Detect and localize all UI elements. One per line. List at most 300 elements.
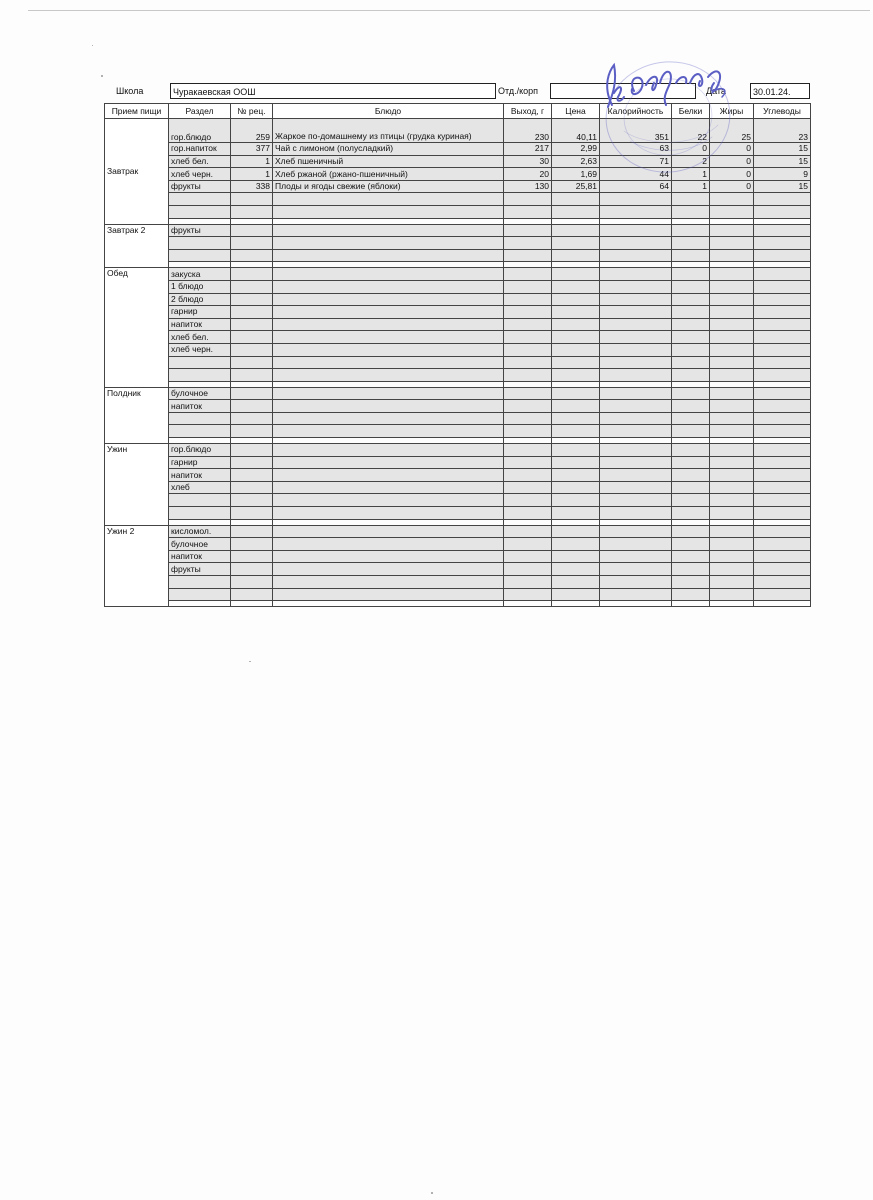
weight-cell bbox=[504, 469, 552, 482]
calories-cell bbox=[600, 356, 672, 369]
weight-cell bbox=[504, 525, 552, 538]
carbs-cell bbox=[754, 205, 811, 218]
table-row bbox=[105, 550, 811, 563]
section-cell: булочное bbox=[169, 387, 231, 400]
weight-cell bbox=[504, 193, 552, 206]
dish-cell bbox=[273, 193, 504, 206]
protein-cell bbox=[672, 494, 710, 507]
dish-cell bbox=[273, 343, 504, 356]
protein-cell bbox=[672, 356, 710, 369]
spacer-cell bbox=[672, 601, 710, 607]
weight-cell bbox=[504, 412, 552, 425]
table-row bbox=[105, 306, 811, 319]
carbs-cell bbox=[754, 387, 811, 400]
carbs-cell bbox=[754, 249, 811, 262]
section-cell: гарнир bbox=[169, 456, 231, 469]
fat-cell bbox=[710, 425, 754, 438]
column-header: № рец. bbox=[231, 104, 273, 119]
carbs-cell bbox=[754, 318, 811, 331]
table-row bbox=[105, 507, 811, 520]
dish-cell bbox=[273, 412, 504, 425]
calories-cell bbox=[600, 563, 672, 576]
protein-cell bbox=[672, 237, 710, 250]
section-cell: напиток bbox=[169, 400, 231, 413]
price-cell bbox=[552, 318, 600, 331]
date-label: Дата bbox=[706, 86, 726, 96]
carbs-cell bbox=[754, 400, 811, 413]
fat-cell bbox=[710, 576, 754, 589]
menu-body bbox=[105, 119, 811, 607]
dish-cell bbox=[273, 494, 504, 507]
column-header: Блюдо bbox=[273, 104, 504, 119]
price-cell bbox=[552, 293, 600, 306]
table-row bbox=[105, 400, 811, 413]
weight-cell bbox=[504, 224, 552, 237]
fat-cell bbox=[710, 481, 754, 494]
table-row bbox=[105, 119, 811, 143]
protein-cell bbox=[672, 193, 710, 206]
protein-cell bbox=[672, 306, 710, 319]
dish-cell bbox=[273, 318, 504, 331]
recipe-number-cell: 338 bbox=[231, 180, 273, 193]
calories-cell: 44 bbox=[600, 168, 672, 181]
carbs-cell bbox=[754, 550, 811, 563]
carbs-cell bbox=[754, 356, 811, 369]
weight-cell bbox=[504, 456, 552, 469]
section-cell bbox=[169, 193, 231, 206]
fat-cell: 0 bbox=[710, 143, 754, 156]
table-row bbox=[105, 331, 811, 344]
table-row bbox=[105, 576, 811, 589]
recipe-number-cell bbox=[231, 369, 273, 382]
price-cell bbox=[552, 400, 600, 413]
section-cell bbox=[169, 588, 231, 601]
dept-field bbox=[550, 83, 696, 99]
price-cell bbox=[552, 588, 600, 601]
carbs-cell: 15 bbox=[754, 155, 811, 168]
recipe-number-cell bbox=[231, 249, 273, 262]
recipe-number-cell bbox=[231, 400, 273, 413]
weight-cell: 30 bbox=[504, 155, 552, 168]
recipe-number-cell bbox=[231, 293, 273, 306]
fat-cell bbox=[710, 494, 754, 507]
dish-cell: Чай с лимоном (полусладкий) bbox=[273, 143, 504, 156]
section-cell: напиток bbox=[169, 318, 231, 331]
weight-cell bbox=[504, 494, 552, 507]
calories-cell bbox=[600, 456, 672, 469]
protein-cell bbox=[672, 444, 710, 457]
recipe-number-cell bbox=[231, 318, 273, 331]
menu-table bbox=[104, 103, 811, 607]
section-cell: напиток bbox=[169, 550, 231, 563]
fat-cell bbox=[710, 205, 754, 218]
weight-cell bbox=[504, 481, 552, 494]
recipe-number-cell bbox=[231, 456, 273, 469]
section-cell: 1 блюдо bbox=[169, 280, 231, 293]
fat-cell bbox=[710, 306, 754, 319]
recipe-number-cell: 1 bbox=[231, 168, 273, 181]
protein-cell bbox=[672, 525, 710, 538]
weight-cell bbox=[504, 425, 552, 438]
recipe-number-cell bbox=[231, 444, 273, 457]
fat-cell bbox=[710, 280, 754, 293]
protein-cell bbox=[672, 224, 710, 237]
carbs-cell bbox=[754, 588, 811, 601]
section-cell: хлеб черн. bbox=[169, 168, 231, 181]
table-row bbox=[105, 280, 811, 293]
carbs-cell bbox=[754, 412, 811, 425]
protein-cell bbox=[672, 318, 710, 331]
recipe-number-cell bbox=[231, 550, 273, 563]
price-cell bbox=[552, 563, 600, 576]
price-cell bbox=[552, 412, 600, 425]
calories-cell bbox=[600, 193, 672, 206]
dish-cell bbox=[273, 507, 504, 520]
recipe-number-cell: 1 bbox=[231, 155, 273, 168]
price-cell bbox=[552, 224, 600, 237]
recipe-number-cell: 377 bbox=[231, 143, 273, 156]
carbs-cell bbox=[754, 507, 811, 520]
protein-cell bbox=[672, 588, 710, 601]
calories-cell bbox=[600, 400, 672, 413]
protein-cell: 1 bbox=[672, 168, 710, 181]
column-header: Калорийность bbox=[600, 104, 672, 119]
price-cell: 1,69 bbox=[552, 168, 600, 181]
calories-cell bbox=[600, 576, 672, 589]
group-spacer-row bbox=[105, 601, 811, 607]
calories-cell: 64 bbox=[600, 180, 672, 193]
section-cell: хлеб бел. bbox=[169, 155, 231, 168]
section-cell: кисломол. bbox=[169, 525, 231, 538]
carbs-cell bbox=[754, 576, 811, 589]
recipe-number-cell bbox=[231, 224, 273, 237]
weight-cell: 217 bbox=[504, 143, 552, 156]
meal-name-cell: Ужин bbox=[105, 444, 169, 526]
carbs-cell bbox=[754, 525, 811, 538]
calories-cell bbox=[600, 331, 672, 344]
protein-cell bbox=[672, 425, 710, 438]
recipe-number-cell bbox=[231, 268, 273, 281]
table-row bbox=[105, 205, 811, 218]
carbs-cell bbox=[754, 456, 811, 469]
dept-label: Отд./корп bbox=[498, 86, 538, 96]
column-header: Выход, г bbox=[504, 104, 552, 119]
weight-cell bbox=[504, 306, 552, 319]
dish-cell bbox=[273, 249, 504, 262]
weight-cell bbox=[504, 588, 552, 601]
carbs-cell bbox=[754, 293, 811, 306]
scan-speck bbox=[101, 75, 103, 77]
section-cell: гор.напиток bbox=[169, 143, 231, 156]
dish-cell bbox=[273, 444, 504, 457]
fat-cell bbox=[710, 356, 754, 369]
column-header: Цена bbox=[552, 104, 600, 119]
recipe-number-cell bbox=[231, 576, 273, 589]
recipe-number-cell bbox=[231, 387, 273, 400]
price-cell bbox=[552, 343, 600, 356]
calories-cell bbox=[600, 293, 672, 306]
protein-cell bbox=[672, 412, 710, 425]
spacer-cell bbox=[600, 601, 672, 607]
carbs-cell bbox=[754, 193, 811, 206]
carbs-cell bbox=[754, 224, 811, 237]
recipe-number-cell bbox=[231, 538, 273, 551]
calories-cell bbox=[600, 469, 672, 482]
school-name-field: Чуракаевская ООШ bbox=[170, 83, 496, 99]
dish-cell bbox=[273, 306, 504, 319]
weight-cell bbox=[504, 343, 552, 356]
section-cell: закуска bbox=[169, 268, 231, 281]
calories-cell bbox=[600, 249, 672, 262]
protein-cell bbox=[672, 576, 710, 589]
price-cell bbox=[552, 306, 600, 319]
recipe-number-cell bbox=[231, 356, 273, 369]
table-row bbox=[105, 249, 811, 262]
table-row bbox=[105, 412, 811, 425]
dish-cell bbox=[273, 481, 504, 494]
fat-cell bbox=[710, 456, 754, 469]
meal-name-cell: Обед bbox=[105, 268, 169, 387]
carbs-cell bbox=[754, 343, 811, 356]
dish-cell: Хлеб пшеничный bbox=[273, 155, 504, 168]
dish-cell bbox=[273, 387, 504, 400]
carbs-cell: 15 bbox=[754, 143, 811, 156]
column-header: Раздел bbox=[169, 104, 231, 119]
weight-cell bbox=[504, 576, 552, 589]
calories-cell bbox=[600, 224, 672, 237]
recipe-number-cell bbox=[231, 193, 273, 206]
dish-cell bbox=[273, 588, 504, 601]
price-cell bbox=[552, 387, 600, 400]
section-cell: гор.блюдо bbox=[169, 119, 231, 143]
dish-cell bbox=[273, 331, 504, 344]
table-row bbox=[105, 268, 811, 281]
protein-cell bbox=[672, 369, 710, 382]
fat-cell bbox=[710, 469, 754, 482]
dish-cell bbox=[273, 224, 504, 237]
table-row bbox=[105, 538, 811, 551]
price-cell bbox=[552, 193, 600, 206]
spacer-cell bbox=[231, 601, 273, 607]
page-top-rule bbox=[28, 10, 870, 11]
price-cell bbox=[552, 268, 600, 281]
section-cell: фрукты bbox=[169, 180, 231, 193]
recipe-number-cell bbox=[231, 481, 273, 494]
weight-cell bbox=[504, 444, 552, 457]
protein-cell: 0 bbox=[672, 143, 710, 156]
calories-cell bbox=[600, 369, 672, 382]
calories-cell bbox=[600, 387, 672, 400]
table-row bbox=[105, 481, 811, 494]
fat-cell bbox=[710, 507, 754, 520]
section-cell bbox=[169, 249, 231, 262]
price-cell bbox=[552, 481, 600, 494]
price-cell bbox=[552, 280, 600, 293]
recipe-number-cell bbox=[231, 425, 273, 438]
recipe-number-cell bbox=[231, 331, 273, 344]
recipe-number-cell bbox=[231, 343, 273, 356]
weight-cell bbox=[504, 237, 552, 250]
meal-name-cell: Завтрак 2 bbox=[105, 224, 169, 268]
table-row bbox=[105, 155, 811, 168]
fat-cell bbox=[710, 268, 754, 281]
weight-cell bbox=[504, 369, 552, 382]
weight-cell bbox=[504, 400, 552, 413]
calories-cell bbox=[600, 538, 672, 551]
fat-cell bbox=[710, 331, 754, 344]
scan-speck bbox=[431, 1192, 433, 1194]
dish-cell bbox=[273, 563, 504, 576]
recipe-number-cell bbox=[231, 507, 273, 520]
fat-cell: 0 bbox=[710, 168, 754, 181]
section-cell bbox=[169, 425, 231, 438]
protein-cell bbox=[672, 331, 710, 344]
protein-cell bbox=[672, 563, 710, 576]
carbs-cell bbox=[754, 444, 811, 457]
weight-cell bbox=[504, 268, 552, 281]
fat-cell bbox=[710, 563, 754, 576]
table-row bbox=[105, 143, 811, 156]
calories-cell bbox=[600, 444, 672, 457]
section-cell: булочное bbox=[169, 538, 231, 551]
fat-cell bbox=[710, 538, 754, 551]
fat-cell bbox=[710, 588, 754, 601]
fat-cell bbox=[710, 444, 754, 457]
carbs-cell bbox=[754, 369, 811, 382]
school-label: Школа bbox=[116, 86, 144, 96]
carbs-cell bbox=[754, 538, 811, 551]
fat-cell bbox=[710, 249, 754, 262]
weight-cell bbox=[504, 293, 552, 306]
weight-cell bbox=[504, 249, 552, 262]
calories-cell bbox=[600, 412, 672, 425]
calories-cell bbox=[600, 588, 672, 601]
calories-cell: 71 bbox=[600, 155, 672, 168]
calories-cell bbox=[600, 481, 672, 494]
protein-cell bbox=[672, 387, 710, 400]
dish-cell: Жаркое по-домашнему из птицы (грудка куриная) bbox=[273, 119, 504, 143]
dish-cell: Плоды и ягоды свежие (яблоки) bbox=[273, 180, 504, 193]
price-cell: 2,99 bbox=[552, 143, 600, 156]
table-row bbox=[105, 444, 811, 457]
protein-cell bbox=[672, 469, 710, 482]
table-row bbox=[105, 456, 811, 469]
carbs-cell bbox=[754, 331, 811, 344]
price-cell bbox=[552, 369, 600, 382]
price-cell bbox=[552, 237, 600, 250]
table-row bbox=[105, 180, 811, 193]
dish-cell bbox=[273, 369, 504, 382]
recipe-number-cell bbox=[231, 525, 273, 538]
dish-cell bbox=[273, 456, 504, 469]
price-cell: 25,81 bbox=[552, 180, 600, 193]
carbs-cell bbox=[754, 481, 811, 494]
fat-cell: 0 bbox=[710, 180, 754, 193]
recipe-number-cell bbox=[231, 205, 273, 218]
calories-cell bbox=[600, 343, 672, 356]
calories-cell bbox=[600, 237, 672, 250]
meal-name-cell: Завтрак bbox=[105, 119, 169, 225]
protein-cell bbox=[672, 481, 710, 494]
protein-cell: 22 bbox=[672, 119, 710, 143]
dish-cell bbox=[273, 538, 504, 551]
calories-cell bbox=[600, 507, 672, 520]
protein-cell bbox=[672, 249, 710, 262]
fat-cell bbox=[710, 400, 754, 413]
dish-cell bbox=[273, 400, 504, 413]
spacer-cell bbox=[710, 601, 754, 607]
spacer-cell bbox=[169, 601, 231, 607]
calories-cell bbox=[600, 268, 672, 281]
carbs-cell bbox=[754, 469, 811, 482]
dish-cell bbox=[273, 268, 504, 281]
price-cell bbox=[552, 331, 600, 344]
dish-cell bbox=[273, 576, 504, 589]
weight-cell bbox=[504, 538, 552, 551]
table-row bbox=[105, 237, 811, 250]
meal-name-cell: Ужин 2 bbox=[105, 525, 169, 607]
calories-cell bbox=[600, 425, 672, 438]
dish-cell bbox=[273, 469, 504, 482]
table-row bbox=[105, 469, 811, 482]
scan-speck bbox=[92, 45, 93, 46]
price-cell bbox=[552, 469, 600, 482]
recipe-number-cell bbox=[231, 306, 273, 319]
protein-cell bbox=[672, 456, 710, 469]
meal-name-cell: Полдник bbox=[105, 387, 169, 443]
section-cell bbox=[169, 412, 231, 425]
table-row bbox=[105, 293, 811, 306]
table-row bbox=[105, 525, 811, 538]
section-cell: 2 блюдо bbox=[169, 293, 231, 306]
column-header: Жиры bbox=[710, 104, 754, 119]
section-cell bbox=[169, 369, 231, 382]
spacer-cell bbox=[552, 601, 600, 607]
calories-cell bbox=[600, 550, 672, 563]
fat-cell bbox=[710, 343, 754, 356]
calories-cell: 63 bbox=[600, 143, 672, 156]
table-row bbox=[105, 369, 811, 382]
weight-cell: 20 bbox=[504, 168, 552, 181]
column-header: Углеводы bbox=[754, 104, 811, 119]
dish-cell bbox=[273, 280, 504, 293]
weight-cell: 130 bbox=[504, 180, 552, 193]
price-cell: 2,63 bbox=[552, 155, 600, 168]
price-cell bbox=[552, 444, 600, 457]
carbs-cell bbox=[754, 268, 811, 281]
calories-cell bbox=[600, 280, 672, 293]
price-cell bbox=[552, 249, 600, 262]
protein-cell bbox=[672, 343, 710, 356]
protein-cell bbox=[672, 280, 710, 293]
section-cell bbox=[169, 237, 231, 250]
dish-cell bbox=[273, 293, 504, 306]
section-cell: гарнир bbox=[169, 306, 231, 319]
protein-cell bbox=[672, 293, 710, 306]
price-cell bbox=[552, 576, 600, 589]
weight-cell bbox=[504, 280, 552, 293]
fat-cell bbox=[710, 237, 754, 250]
table-row bbox=[105, 563, 811, 576]
section-cell bbox=[169, 356, 231, 369]
table-row bbox=[105, 387, 811, 400]
price-cell bbox=[552, 525, 600, 538]
calories-cell bbox=[600, 525, 672, 538]
table-row bbox=[105, 193, 811, 206]
column-header: Белки bbox=[672, 104, 710, 119]
dish-cell bbox=[273, 356, 504, 369]
spacer-cell bbox=[754, 601, 811, 607]
